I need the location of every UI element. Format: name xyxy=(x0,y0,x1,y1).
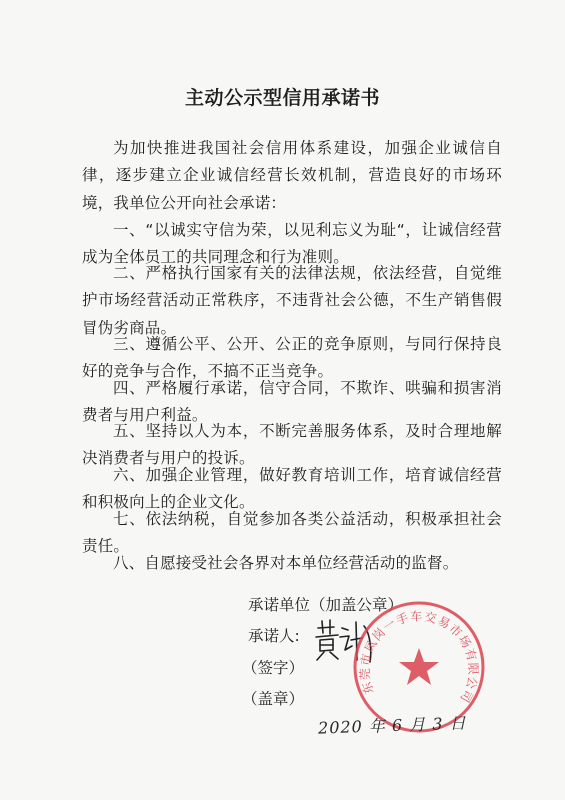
promising-unit-label: 承诺单位（加盖公章） xyxy=(248,596,404,614)
commitment-1: 一、“以诚实守信为荣，以见利忘义为耻“，让诚信经营成为全体员工的共同理念和行为准则。 xyxy=(82,221,502,267)
star-icon xyxy=(399,648,439,685)
signed-date: 2020 年 6 月 3 日 xyxy=(317,713,467,738)
promiser-label: 承诺人: xyxy=(248,627,300,645)
commitment-6: 六、加强企业管理，做好教育培训工作，培育诚信经营和积极向上的企业文化。 xyxy=(82,466,502,512)
seal-text: 东莞市凤岗一手车交易市场有限公司 xyxy=(357,609,481,706)
sign-note: （签字） xyxy=(242,659,305,677)
commitment-4: 四、严格履行承诺，信守合同，不欺诈、哄骗和损害消费者与用户利益。 xyxy=(82,379,502,425)
commitment-7: 七、依法纳税，自觉参加各类公益活动，积极承担社会责任。 xyxy=(82,510,502,556)
commitment-2: 二、严格执行国家有关的法律法规，依法经营，自觉维护市场经营活动正常秩序，不违背社会公德，不生产销售假冒伪劣商品。 xyxy=(82,264,502,337)
commitment-5: 五、坚持以人为本，不断完善服务体系，及时合理地解决消费者与用户的投诉。 xyxy=(82,422,502,468)
commitment-8: 八、自愿接受社会各界对本单位经营活动的监督。 xyxy=(113,554,459,572)
document-title: 主动公示型信用承诺书 xyxy=(184,87,380,109)
commitment-3: 三、遵循公平、公开、公正的竞争原则，与同行保持良好的竞争与合作，不搞不正当竞争。 xyxy=(82,335,502,381)
intro-paragraph: 为加快推进我国社会信用体系建设，加强企业诚信自律，逐步建立企业诚信经营长效机制，营造良好的市场环境，我单位公开向社会承诺： xyxy=(82,139,502,212)
seal-note: （盖章） xyxy=(242,690,305,708)
